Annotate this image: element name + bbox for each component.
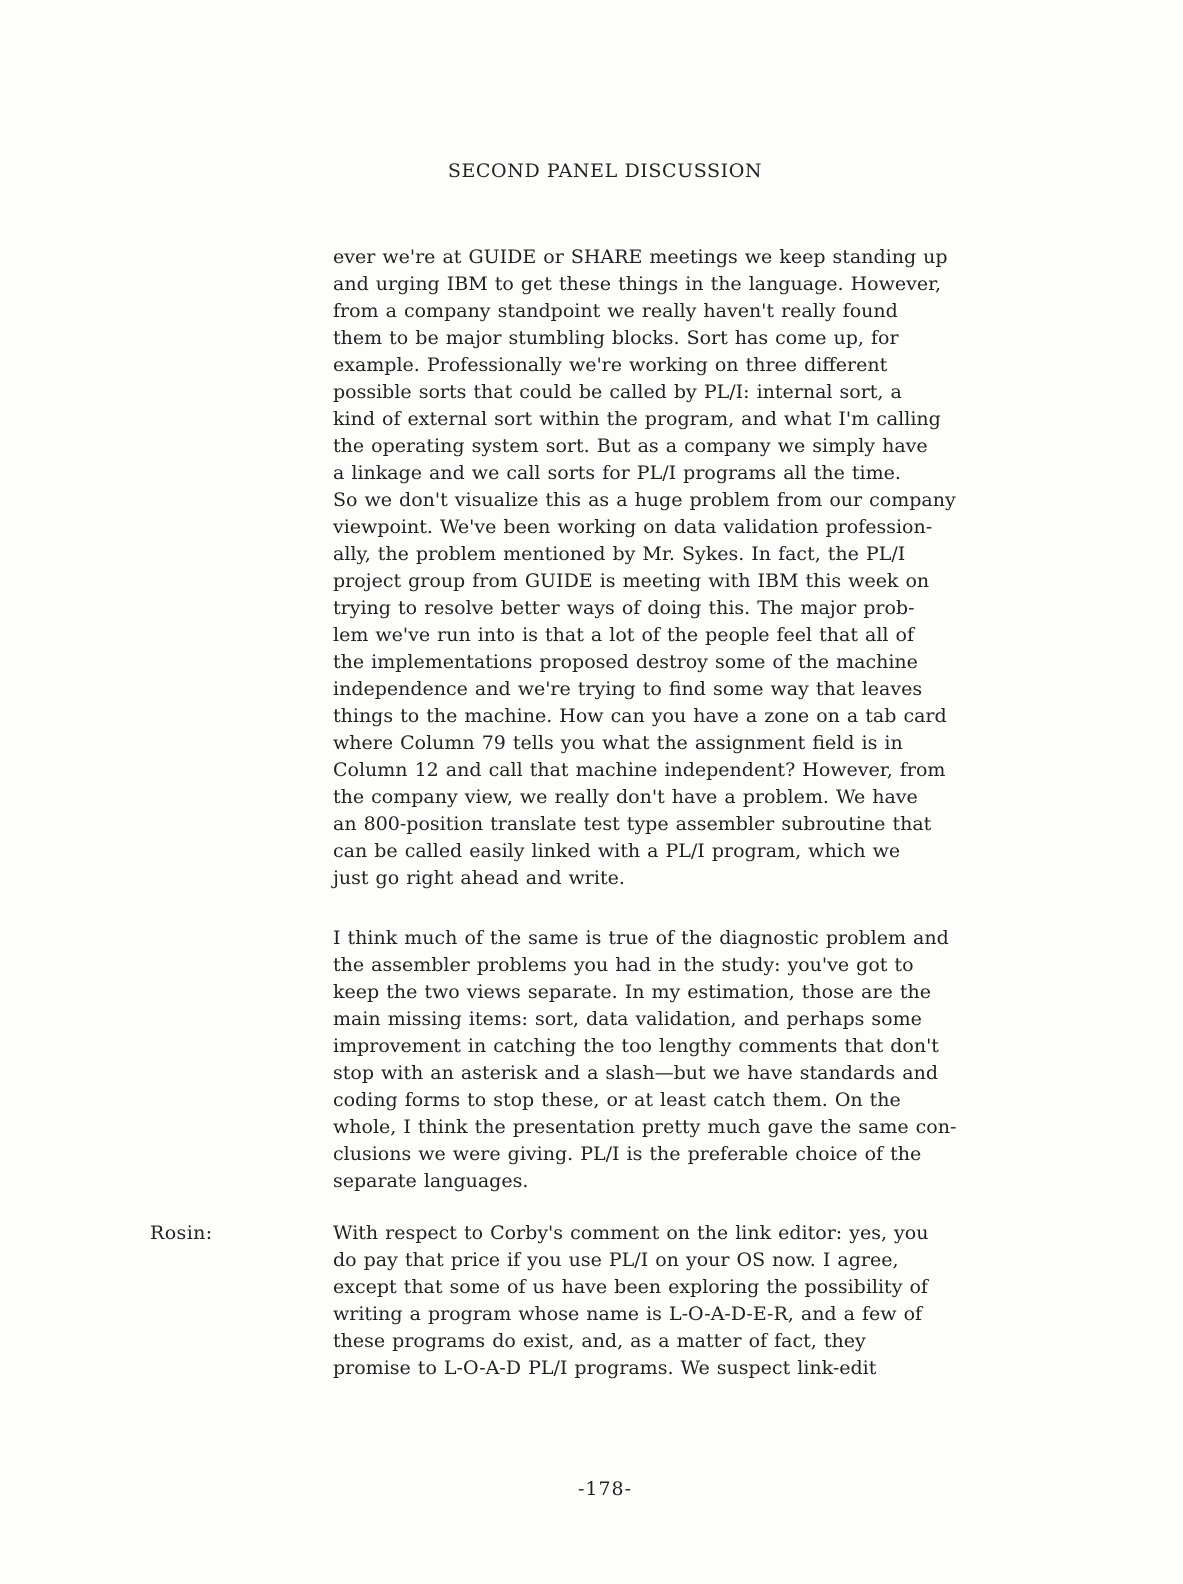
text-line: and urging IBM to get these things in the language. However, — [333, 273, 942, 295]
text-line: kind of external sort within the program, and what I'm calling — [333, 408, 941, 430]
text-line: example. Professionally we're working on three different — [333, 354, 888, 376]
text-line: them to be major stumbling blocks. Sort has come up, for — [333, 327, 899, 349]
running-head: SECOND PANEL DISCUSSION — [447, 160, 763, 182]
page-number: -178- — [577, 1478, 633, 1500]
text-line: independence and we're trying to find some way that leaves — [333, 678, 923, 700]
text-line: ally, the problem mentioned by Mr. Sykes. In fact, the PL/I — [333, 543, 906, 565]
text-line: writing a program whose name is L-O-A-D-E-R, and a few of — [333, 1303, 923, 1325]
text-line: viewpoint. We've been working on data validation profession- — [333, 516, 933, 538]
text-line: except that some of us have been exploring the possibility of — [333, 1276, 928, 1298]
text-line: these programs do exist, and, as a matter of fact, they — [333, 1330, 866, 1352]
text-line: whole, I think the presentation pretty much gave the same con- — [333, 1116, 957, 1138]
text-line: things to the machine. How can you have a zone on a tab card — [333, 705, 947, 727]
text-line: improvement in catching the too lengthy comments that don't — [333, 1035, 939, 1057]
text-line: keep the two views separate. In my estimation, those are the — [333, 981, 931, 1003]
text-line: coding forms to stop these, or at least catch them. On the — [333, 1089, 901, 1111]
text-line: So we don't visualize this as a huge problem from our company — [333, 489, 956, 511]
text-line: an 800-position translate test type assembler subroutine that — [333, 813, 932, 835]
text-line: promise to L-O-A-D PL/I programs. We suspect link-edit — [333, 1357, 877, 1379]
text-line: where Column 79 tells you what the assignment field is in — [333, 732, 903, 754]
text-line: With respect to Corby's comment on the link editor: yes, you — [333, 1222, 929, 1244]
text-line: project group from GUIDE is meeting with IBM this week on — [333, 570, 930, 592]
text-line: from a company standpoint we really haven't really found — [333, 300, 898, 322]
text-line: a linkage and we call sorts for PL/I programs all the time. — [333, 462, 901, 484]
text-line: ever we're at GUIDE or SHARE meetings we keep standing up — [333, 246, 948, 268]
text-line: lem we've run into is that a lot of the people feel that all of — [333, 624, 914, 646]
text-line: stop with an asterisk and a slash—but we have standards and — [333, 1062, 938, 1084]
text-line: I think much of the same is true of the diagnostic problem and — [333, 927, 949, 949]
speaker-label: Rosin: — [150, 1222, 213, 1244]
text-line: do pay that price if you use PL/I on your OS now. I agree, — [333, 1249, 899, 1271]
text-line: the assembler problems you had in the study: you've got to — [333, 954, 914, 976]
paragraph-2 — [333, 925, 1093, 1195]
paragraph-3 — [333, 1220, 1093, 1382]
text-line: possible sorts that could be called by PL/I: internal sort, a — [333, 381, 902, 403]
text-line: the company view, we really don't have a problem. We have — [333, 786, 918, 808]
text-line: separate languages. — [333, 1170, 529, 1192]
text-line: trying to resolve better ways of doing this. The major prob- — [333, 597, 915, 619]
text-line: just go right ahead and write. — [333, 867, 625, 889]
text-line: the implementations proposed destroy some of the machine — [333, 651, 918, 673]
text-line: the operating system sort. But as a company we simply have — [333, 435, 928, 457]
text-line: can be called easily linked with a PL/I program, which we — [333, 840, 901, 862]
paragraph-1 — [333, 244, 1093, 892]
text-line: main missing items: sort, data validation, and perhaps some — [333, 1008, 922, 1030]
text-line: Column 12 and call that machine independent? However, from — [333, 759, 946, 781]
text-line: clusions we were giving. PL/I is the preferable choice of the — [333, 1143, 922, 1165]
